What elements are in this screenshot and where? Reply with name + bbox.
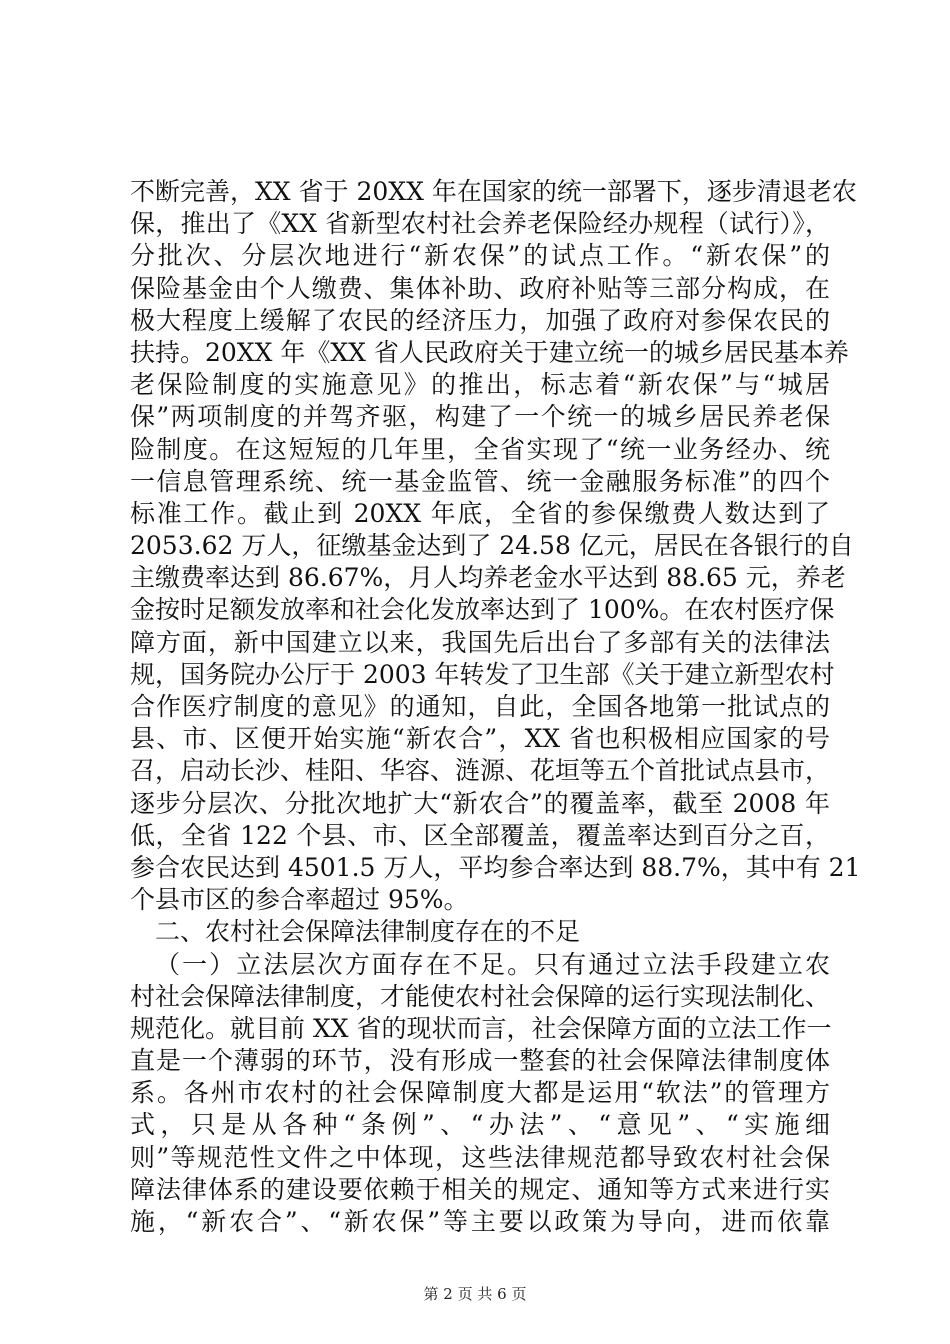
body-line: 逐步分层次、分批次地扩大“新农合”的覆盖率，截至 2008 年 bbox=[130, 788, 830, 818]
body-line: 参合农民达到 4501.5 万人，平均参合率达到 88.7%，其中有 21 bbox=[130, 852, 861, 882]
section-line: 施，“新农合”、“新农保”等主要以政策为导向，进而依靠 bbox=[130, 1207, 830, 1236]
body-line: 主缴费率达到 86.67%，月人均养老金水平达到 88.65 元，养老 bbox=[130, 563, 846, 593]
body-line: 不断完善，XX 省于 20XX 年在国家的统一部署下，逐步清退老农 bbox=[130, 177, 857, 206]
body-line: 金按时足额发放率和社会化发放率达到了 100%。在农村医疗保 bbox=[130, 595, 835, 625]
section-line: （一）立法层次方面存在不足。只有通过立法手段建立农 bbox=[155, 949, 830, 979]
body-line: 标准工作。截止到 20XX 年底，全省的参保缴费人数达到了 bbox=[130, 498, 830, 528]
body-line: 极大程度上缓解了农民的经济压力，加强了政府对参保农民的 bbox=[130, 305, 830, 335]
body-line: 个县市区的参合率超过 95%。 bbox=[130, 885, 469, 915]
body-line: 低，全省 122 个县、市、区全部覆盖，覆盖率达到百分之百， bbox=[130, 820, 830, 850]
body-line: 召，启动长沙、桂阳、华容、涟源、花垣等五个首批试点县市， bbox=[130, 756, 831, 786]
body-line: 老保险制度的实施意见》的推出，标志着“新农保”与“城居 bbox=[130, 370, 830, 400]
section-line: 直是一个薄弱的环节，没有形成一整套的社会保障法律制度体 bbox=[130, 1046, 830, 1076]
page-footer: 第 2 页 共 6 页 bbox=[423, 1285, 527, 1303]
section-line: 式，只是从各种“条例”、“办法”、“意见”、“实施细 bbox=[130, 1110, 830, 1140]
body-line: 规，国务院办公厅于 2003 年转发了卫生部《关于建立新型农村 bbox=[130, 659, 835, 689]
body-line: 合作医疗制度的意见》的通知，自此，全国各地第一批试点的 bbox=[130, 692, 830, 721]
section-line: 规范化。就目前 XX 省的现状而言，社会保障方面的立法工作一 bbox=[130, 1013, 832, 1043]
section-line: 系。各州市农村的社会保障制度大都是运用“软法”的管理方 bbox=[130, 1078, 830, 1108]
body-line: 险制度。在这短短的几年里，全省实现了“统一业务经办、统 bbox=[130, 434, 830, 464]
body-line: 保，推出了《XX 省新型农村社会养老保险经办规程（试行）》， bbox=[130, 209, 830, 239]
body-line: 扶持。20XX 年《XX 省人民政府关于建立统一的城乡居民基本养 bbox=[130, 337, 849, 367]
body-line: 分批次、分层次地进行“新农保”的试点工作。“新农保”的 bbox=[130, 241, 830, 271]
body-line: 保”两项制度的并驾齐驱，构建了一个统一的城乡居民养老保 bbox=[130, 402, 830, 432]
document-body bbox=[130, 176, 861, 1238]
section-line: 障法律体系的建设要依赖于相关的规定、通知等方式来进行实 bbox=[130, 1174, 830, 1204]
body-line: 保险基金由个人缴费、集体补助、政府补贴等三部分构成，在 bbox=[130, 273, 830, 303]
body-line: 县、市、区便开始实施“新农合”，XX 省也积极相应国家的号 bbox=[130, 724, 830, 754]
body-line: 2053.62 万人，征缴基金达到了 24.58 亿元，居民在各银行的自 bbox=[130, 531, 854, 561]
section-heading: 二、农村社会保障法律制度存在的不足 bbox=[155, 917, 581, 947]
section-line: 村社会保障法律制度，才能使农村社会保障的运行实现法制化、 bbox=[130, 981, 831, 1011]
body-line: 障方面，新中国建立以来，我国先后出台了多部有关的法律法 bbox=[130, 627, 830, 657]
body-line: 一信息管理系统、统一基金监管、统一金融服务标准”的四个 bbox=[130, 466, 830, 496]
section-line: 则”等规范性文件之中体现，这些法律规范都导致农村社会保 bbox=[130, 1142, 830, 1172]
